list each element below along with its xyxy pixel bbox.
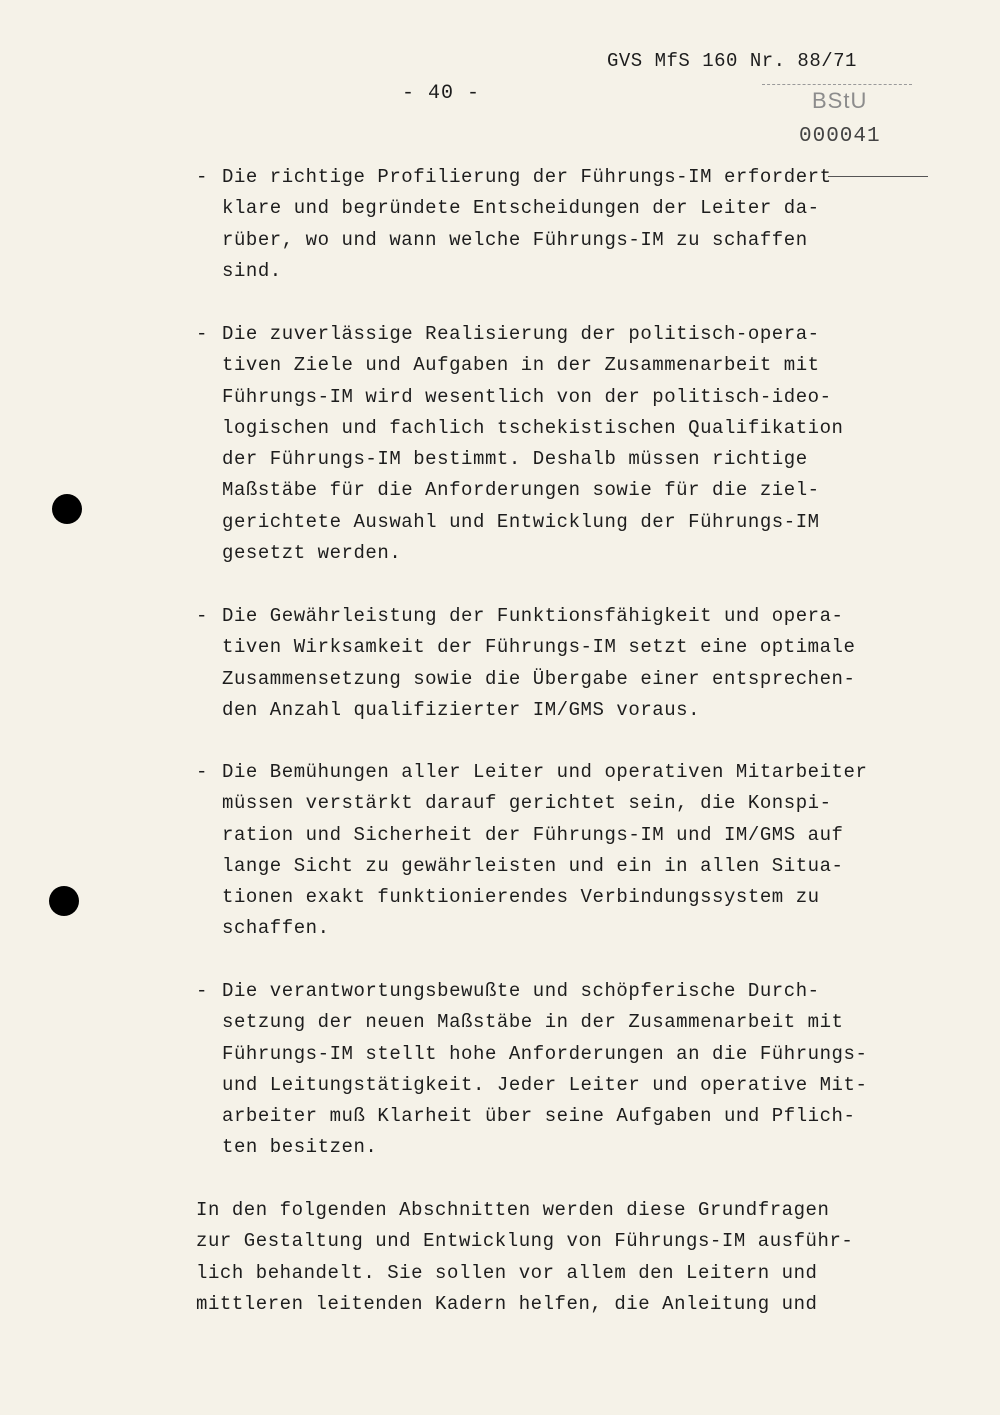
stamp-archive-label: BStU bbox=[812, 88, 868, 113]
list-item-text: Die verantwortungsbewußte und schöpferische Durch- setzung der neuen Maßstäbe in der Zusammenarbeit mit Führungs-IM stellt hohe Anforderungen an die Führungs- und Leitungstätigkeit. Jeder Leiter und operative Mit- arbeiter muß Klarheit über seine Aufgaben und Pflich- ten besitzen. bbox=[222, 980, 868, 1159]
strikethrough-mark bbox=[828, 176, 928, 178]
archive-stamp bbox=[762, 80, 912, 160]
stamp-divider bbox=[762, 84, 912, 86]
bullet-dash: - bbox=[196, 980, 208, 1002]
list-item bbox=[196, 162, 926, 287]
list-item bbox=[196, 319, 926, 569]
list-item bbox=[196, 757, 926, 945]
list-item bbox=[196, 601, 926, 726]
list-item-text: Die Gewährleistung der Funktionsfähigkeit und opera- tiven Wirksamkeit der Führungs-IM setzt eine optimale Zusammensetzung sowie die Übergabe einer entsprechen- den Anzahl qualifizierter IM/GMS voraus. bbox=[222, 605, 856, 721]
stamp-page-number: 000041 bbox=[799, 125, 881, 148]
punch-hole-icon bbox=[52, 494, 82, 524]
document-reference: GVS MfS 160 Nr. 88/71 bbox=[607, 50, 857, 72]
bullet-dash: - bbox=[196, 605, 208, 627]
list-item-text: Die zuverlässige Realisierung der politisch-opera- tiven Ziele und Aufgaben in der Zusammenarbeit mit Führungs-IM wird wesentlich von der politisch-ideo- logischen und fachlich tschekistischen Qualifikation der Führungs-IM bestimmt. Deshalb müssen richtige Maßstäbe für die Anforderungen sowie für die ziel- gerichtete Auswahl und Entwicklung der Führungs-IM gesetzt werden. bbox=[222, 323, 844, 565]
bullet-dash: - bbox=[196, 166, 208, 188]
bullet-dash: - bbox=[196, 761, 208, 783]
list-item-text: Die Bemühungen aller Leiter und operativen Mitarbeiter müssen verstärkt darauf gerichtet sein, die Konspi- ration und Sicherheit der Führungs-IM und IM/GMS auf lange Sicht zu gewährleisten und ein in allen Situa- tionen exakt funktionierendes Verbindungssystem zu schaffen. bbox=[222, 761, 868, 940]
bullet-dash: - bbox=[196, 323, 208, 345]
list-item bbox=[196, 976, 926, 1164]
page-number: - 40 - bbox=[402, 82, 481, 105]
closing-paragraph: In den folgenden Abschnitten werden diese Grundfragen zur Gestaltung und Entwicklung von Führungs-IM ausführ- lich behandelt. Sie sollen vor allem den Leitern und mittleren leitenden Kadern helfen, die Anleitung und bbox=[196, 1199, 854, 1315]
list-item-text: Die richtige Profilierung der Führungs-IM erfordert klare und begründete Entscheidungen der Leiter da- rüber, wo und wann welche Führungs-IM zu schaffen sind. bbox=[222, 166, 832, 282]
punch-hole-icon bbox=[49, 886, 79, 916]
